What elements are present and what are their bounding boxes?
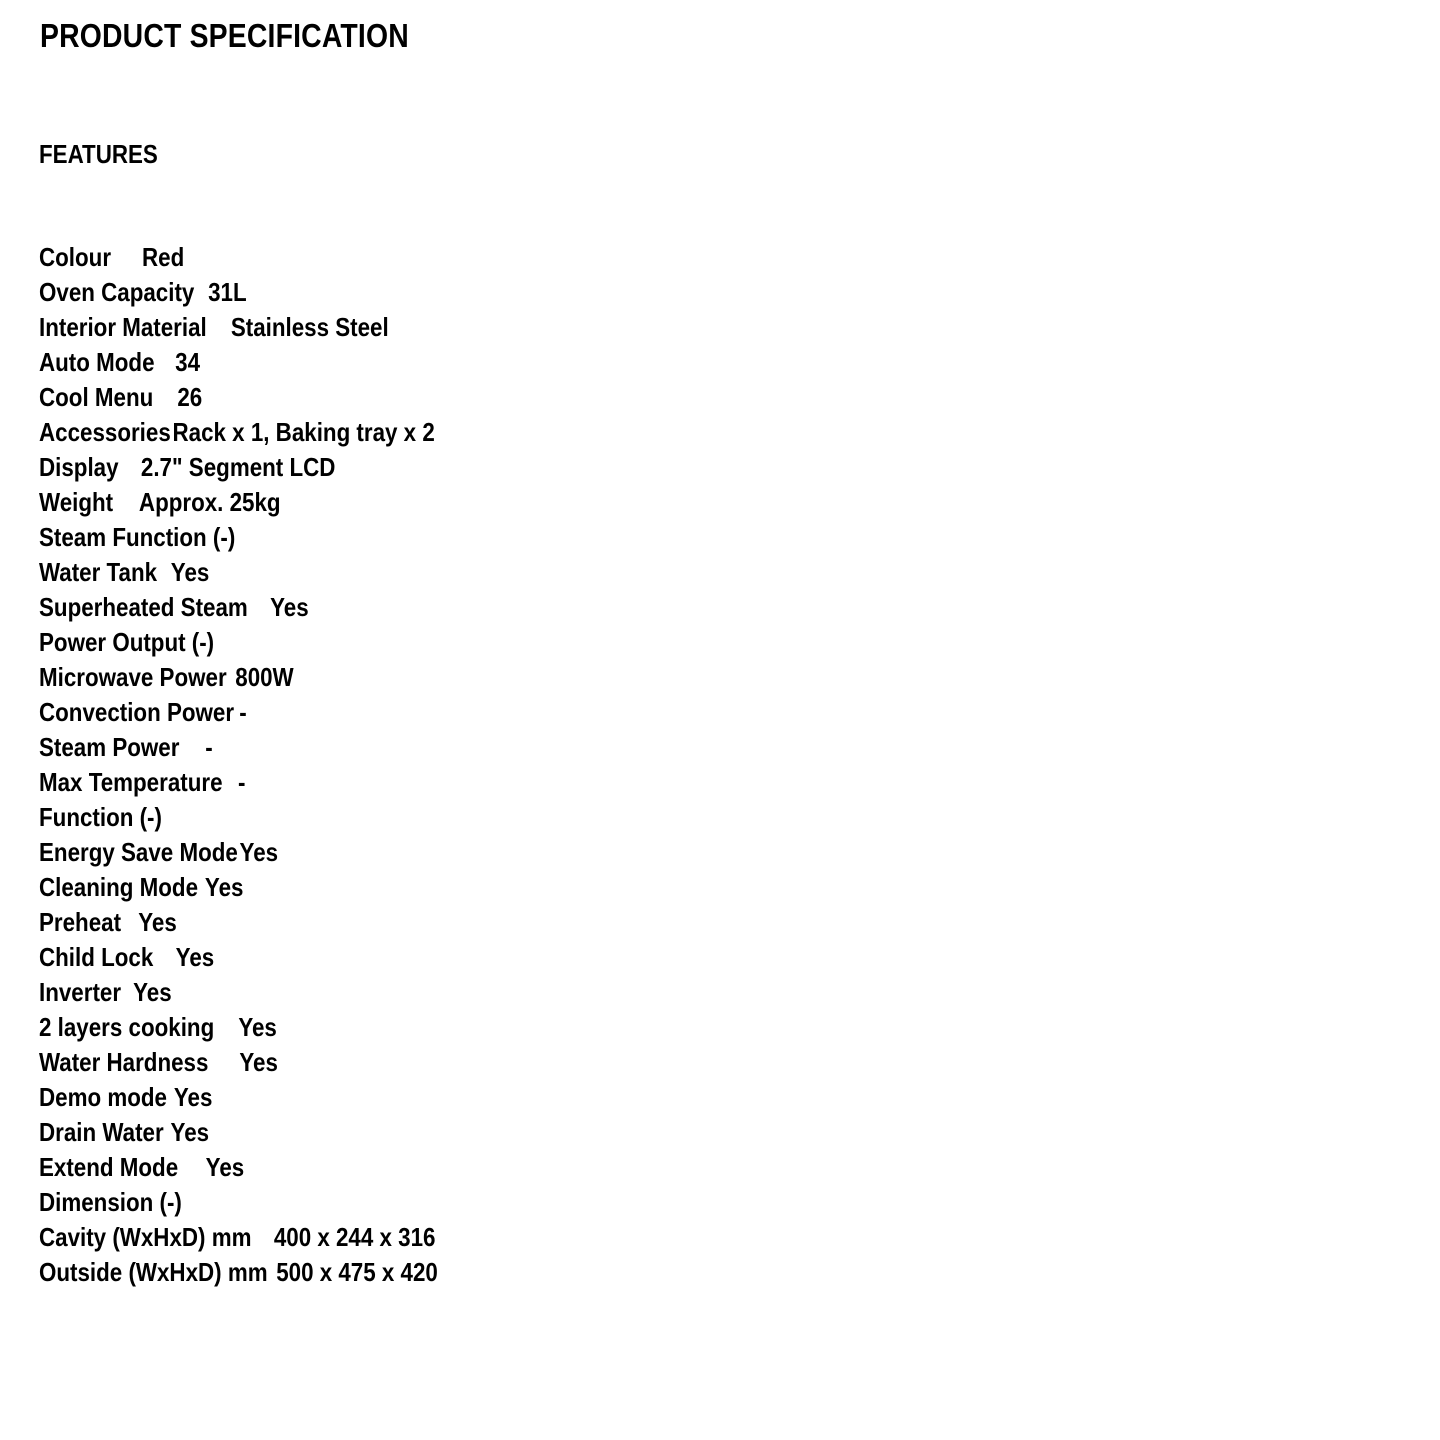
spec-row: [39, 800, 438, 835]
spec-label: Weight: [39, 487, 114, 517]
spec-value: 800W: [235, 662, 294, 692]
spec-row: [39, 835, 438, 870]
spec-row: [39, 520, 438, 555]
spec-label: Outside (WxHxD) mm: [39, 1257, 268, 1287]
spec-label: Display: [39, 452, 119, 482]
spec-value: Red: [141, 242, 185, 272]
spec-row: [39, 485, 438, 520]
spec-row: [39, 380, 438, 415]
spec-value: 500 x 475 x 420: [276, 1257, 438, 1287]
spec-label: Inverter: [39, 977, 122, 1007]
spec-row: [39, 1255, 438, 1290]
spec-row: [39, 415, 438, 450]
spec-row: [39, 1010, 438, 1045]
spec-label: Water Tank: [39, 557, 158, 587]
spec-label: Child Lock: [39, 942, 154, 972]
spec-label: Energy Save Mode: [39, 837, 238, 867]
spec-label: Demo mode: [39, 1082, 167, 1112]
spec-row: [39, 940, 438, 975]
spec-label: Extend Mode: [39, 1152, 179, 1182]
spec-label: Auto Mode: [39, 347, 155, 377]
spec-value: 2.7" Segment LCD: [140, 452, 336, 482]
spec-value: Yes: [238, 1012, 277, 1042]
spec-row: [39, 1080, 438, 1115]
spec-row: [39, 240, 438, 275]
spec-value: 31L: [208, 277, 247, 307]
spec-value: Approx. 25kg: [138, 487, 281, 517]
spec-label: Power Output (-): [39, 627, 215, 657]
spec-label: Colour: [39, 242, 112, 272]
spec-value: -: [239, 697, 247, 727]
spec-row: [39, 1045, 438, 1080]
spec-label: Interior Material: [39, 312, 207, 342]
spec-row: [39, 1115, 438, 1150]
spec-row: [39, 275, 438, 310]
spec-label: Max Temperature: [39, 767, 223, 797]
spec-value: Yes: [170, 557, 210, 587]
spec-label: Superheated Steam: [39, 592, 248, 622]
spec-row: [39, 1185, 438, 1220]
spec-row: [39, 345, 438, 380]
spec-label: Drain Water: [39, 1117, 164, 1147]
page-title: PRODUCT SPECIFICATION: [40, 17, 409, 54]
spec-value: Yes: [204, 872, 244, 902]
spec-row: [39, 695, 438, 730]
spec-row: [39, 730, 438, 765]
spec-row: [39, 310, 438, 345]
spec-label: Function (-): [39, 802, 162, 832]
spec-label: Oven Capacity: [39, 277, 195, 307]
spec-label: 2 layers cooking: [39, 1012, 215, 1042]
spec-value: Yes: [175, 942, 215, 972]
spec-row: [39, 1220, 438, 1255]
spec-row: [39, 590, 438, 625]
spec-label: Dimension (-): [39, 1187, 182, 1217]
spec-value: -: [237, 767, 246, 797]
features-list: [39, 240, 503, 1290]
spec-value: Yes: [138, 907, 177, 937]
features-heading: FEATURES: [39, 139, 158, 169]
spec-value: 34: [175, 347, 201, 377]
spec-row: [39, 450, 438, 485]
spec-label: Steam Power: [39, 732, 180, 762]
spec-label: Water Hardness: [39, 1047, 209, 1077]
spec-row: [39, 975, 438, 1010]
spec-label: Cavity (WxHxD) mm: [39, 1222, 252, 1252]
spec-value: Yes: [239, 837, 279, 867]
spec-label: Preheat: [39, 907, 122, 937]
spec-label: Accessories: [39, 417, 171, 447]
spec-value: Yes: [133, 977, 172, 1007]
spec-value: 400 x 244 x 316: [273, 1222, 436, 1252]
spec-label: Cool Menu: [39, 382, 154, 412]
spec-row: [39, 555, 438, 590]
spec-row: [39, 625, 438, 660]
spec-label: Convection Power: [39, 697, 235, 727]
spec-row: [39, 870, 438, 905]
spec-label: Microwave Power: [39, 662, 227, 692]
spec-label: Steam Function (-): [39, 522, 236, 552]
spec-value: Rack x 1, Baking tray x 2: [172, 417, 435, 447]
spec-row: [39, 765, 438, 800]
spec-row: [39, 1150, 438, 1185]
spec-value: 26: [177, 382, 203, 412]
spec-value: Yes: [170, 1117, 210, 1147]
spec-value: Yes: [270, 592, 309, 622]
spec-value: Yes: [239, 1047, 278, 1077]
spec-value: Yes: [205, 1152, 245, 1182]
spec-row: [39, 660, 438, 695]
spec-value: Stainless Steel: [230, 312, 389, 342]
spec-label: Cleaning Mode: [39, 872, 199, 902]
spec-value: Yes: [173, 1082, 213, 1112]
spec-value: -: [205, 732, 213, 762]
spec-row: [39, 905, 438, 940]
